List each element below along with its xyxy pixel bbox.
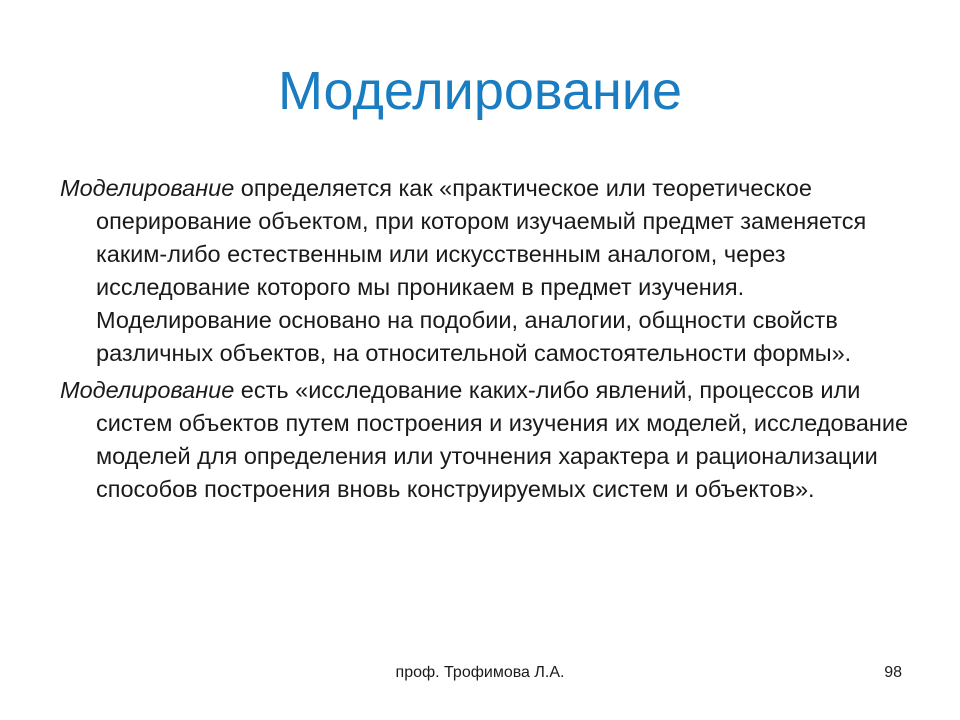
paragraph-term: Моделирование	[60, 175, 235, 201]
paragraph-definition-1	[60, 172, 910, 370]
paragraph-definition-2	[60, 374, 910, 506]
footer-author: проф. Трофимова Л.А.	[395, 664, 565, 681]
paragraph-text: есть «исследование каких-либо явлений, процессов или систем объектов путем построения и изучения их моделей, исследование моделей для определения или уточнения характера и рационализации способов построения вновь конструируемых систем и объектов».	[96, 377, 909, 502]
slide-body	[60, 172, 910, 510]
page-number: 98	[884, 664, 902, 681]
paragraph-term: Моделирование	[60, 377, 235, 403]
slide-title: Моделирование	[277, 61, 683, 121]
paragraph-text: определяется как «практическое или теоретическое оперирование объектом, при котором изучаемый предмет заменяется каким-либо естественным или искусственным аналогом, через исследование которого мы проникаем в предмет изучения. Моделирование основано на подобии, аналогии, общности свойств различных объектов, на относительной самостоятельности формы».	[96, 175, 867, 366]
